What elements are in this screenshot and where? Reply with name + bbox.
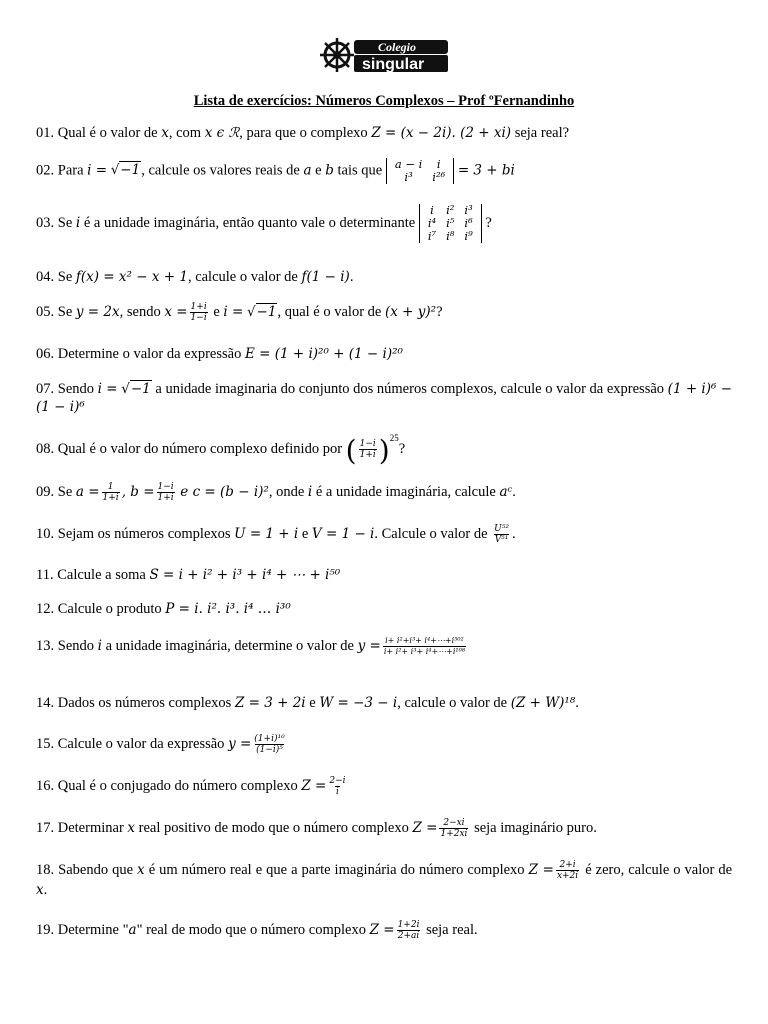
logo-line1: Colegio <box>378 40 416 54</box>
question-13: 13. Sendo i a unidade imaginária, determine o valor de y = $\frac{\text{i+ i²+i³+ i⁴+⋯+i⁵⁰²}}{\text{i+ i²+ i³+ i⁴+⋯+i¹⁰⁸}}$ <box>36 636 466 656</box>
question-03: 03. Se i é a unidade imaginária, então quanto vale o determinante i i² i³ i⁴ i⁵ i⁶ i⁷ i⁸ i⁹ ? <box>36 203 492 243</box>
determinant-2x2: a − i i i³ i²⁶ <box>386 158 454 184</box>
question-11: 11. Calcule a soma S = i + i² + i³ + i⁴ + ⋯ + i⁵⁰ <box>36 567 341 583</box>
exercise-sheet <box>36 0 732 1024</box>
question-09: 09. Se a = $\frac{1}{1+i}$ , b = $\frac{1-i}{1+i}$ e c = (b − i)², onde i é a unidade imaginária, calcule aᶜ. <box>36 482 516 503</box>
question-07: 07. Sendo i = √−1 a unidade imaginaria do conjunto dos números complexos, calcule o valor da expressão (1 + i)⁶ − (1 − i)⁶ <box>36 381 733 416</box>
question-05: 05. Se y = 2x, sendo x = $\frac{1+i}{1-i}$ e i = √−1, qual é o valor de (x + y)²? <box>36 302 443 323</box>
question-06: 06. Determine o valor da expressão E = (1 + i)²⁰ + (1 − i)²⁰ <box>36 346 403 362</box>
question-19: 19. Determine "a" real de modo que o número complexo Z = $\frac{1+2i}{2+ai}$ seja real. <box>36 920 478 941</box>
question-08: 08. Qual é o valor do número complexo definido por ( $\frac{1-i}{1+i}$ )$^{25}$? <box>36 433 406 467</box>
school-logo <box>318 36 450 74</box>
logo-line2: singular <box>362 56 425 73</box>
question-02: 02. Para i = √−1, calcule os valores reais de a e b tais que a − i i i³ i²⁶ = 3 + bi <box>36 157 515 184</box>
question-17: 17. Determinar x real positivo de modo que o número complexo Z = $\frac{2-xi}{1+2xi}$ seja imaginário puro. <box>36 818 597 839</box>
question-16: 16. Qual é o conjugado do número complexo Z = $\frac{2-i}{i}$ <box>36 776 346 797</box>
ship-wheel-icon <box>320 38 354 72</box>
question-15: 15. Calcule o valor da expressão y = $\frac{\text{(1+i)¹⁰}}{\text{(1−i)⁵}}$ <box>36 734 285 755</box>
page-title: Lista de exercícios: Números Complexos – Prof ºFernandinho <box>193 93 575 109</box>
determinant-3x3: i i² i³ i⁴ i⁵ i⁶ i⁷ i⁸ i⁹ <box>419 204 482 243</box>
question-14: 14. Dados os números complexos Z = 3 + 2i e W = −3 − i, calcule o valor de (Z + W)¹⁸. <box>36 695 579 711</box>
question-12: 12. Calcule o produto P = i. i². i³. i⁴ … i³⁰ <box>36 601 291 617</box>
question-01: 01. Qual é o valor de x, com x ϵ ℛ, para que o complexo Z = (x − 2i). (2 + xi) seja real? <box>36 125 570 141</box>
question-10: 10. Sejam os números complexos U = 1 + i e V = 1 − i. Calcule o valor de $\frac{\text{U⁵²}}{\text{V⁵¹}}$ . <box>36 524 516 545</box>
question-04: 04. Se f(x) = x² − x + 1, calcule o valor de f(1 − i). <box>36 269 354 285</box>
question-18: 18. Sabendo que x é um número real e que a parte imaginária do número complexo Z = $\frac{2+i}{x+2i}$ é zero, calcule o valor de x. <box>36 860 733 898</box>
